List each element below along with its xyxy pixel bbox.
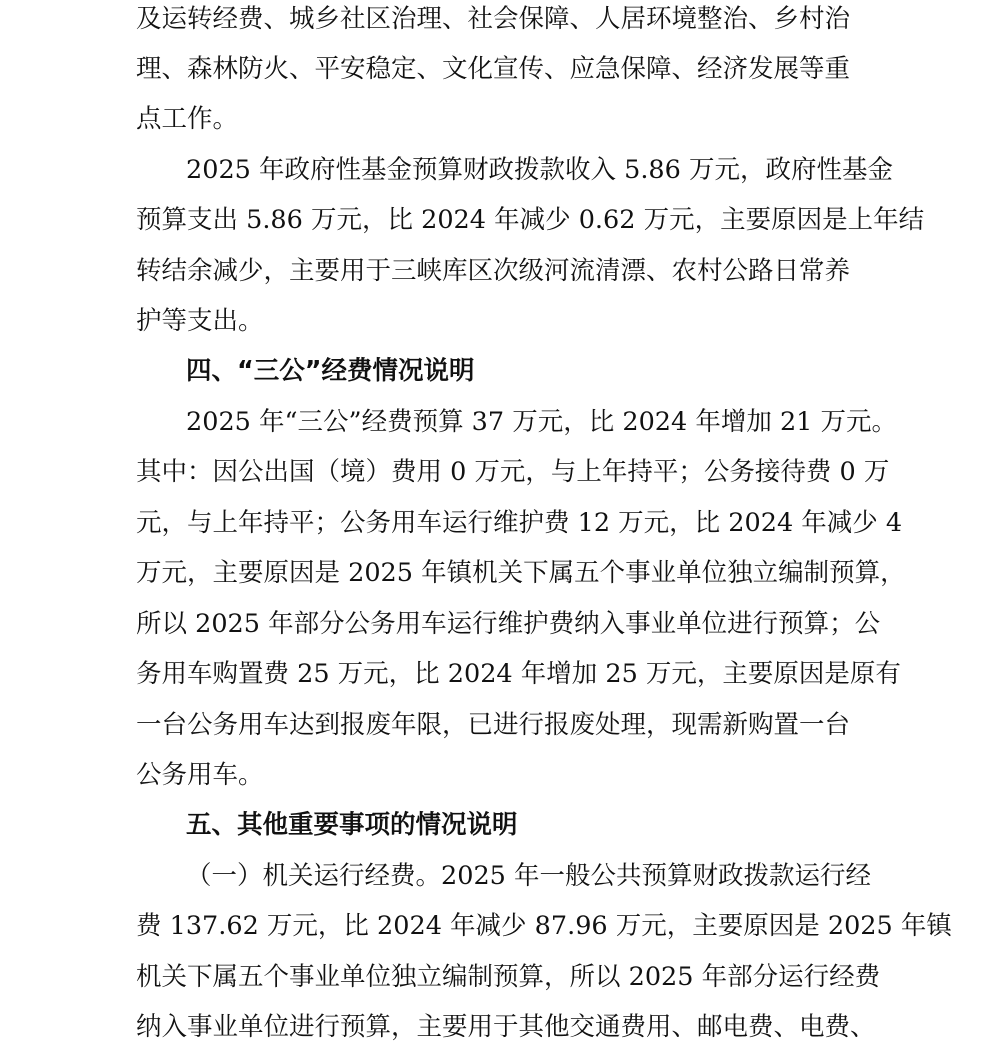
text-line: 万元，主要原因是 2025 年镇机关下属五个事业单位独立编制预算， bbox=[136, 558, 906, 588]
section-heading: 五、其他重要事项的情况说明 bbox=[186, 810, 518, 840]
text-line: 护等支出。 bbox=[136, 306, 264, 336]
text-line: 2025 年政府性基金预算财政拨款收入 5.86 万元，政府性基金 bbox=[186, 155, 893, 185]
text-line: 务用车购置费 25 万元，比 2024 年增加 25 万元，主要原因是原有 bbox=[136, 659, 901, 689]
text-line: 元，与上年持平；公务用车运行维护费 12 万元，比 2024 年减少 4 bbox=[136, 508, 903, 538]
text-line: 一台公务用车达到报废年限，已进行报废处理，现需新购置一台 bbox=[136, 710, 851, 740]
text-line: （一）机关运行经费。2025 年一般公共预算财政拨款运行经 bbox=[186, 861, 872, 891]
text-line: 公务用车。 bbox=[136, 760, 264, 790]
text-line: 转结余减少，主要用于三峡库区次级河流清漂、农村公路日常养 bbox=[136, 256, 851, 286]
text-line: 其中：因公出国（境）费用 0 万元，与上年持平；公务接待费 0 万 bbox=[136, 457, 890, 487]
text-line: 理、森林防火、平安稳定、文化宣传、应急保障、经济发展等重 bbox=[136, 54, 851, 84]
section-heading: 四、“三公”经费情况说明 bbox=[186, 356, 475, 386]
text-line: 预算支出 5.86 万元，比 2024 年减少 0.62 万元，主要原因是上年结 bbox=[136, 205, 925, 235]
text-line: 费 137.62 万元，比 2024 年减少 87.96 万元，主要原因是 2025 年镇 bbox=[136, 911, 952, 941]
text-line: 点工作。 bbox=[136, 104, 239, 134]
text-line: 所以 2025 年部分公务用车运行维护费纳入事业单位进行预算；公 bbox=[136, 609, 881, 639]
text-line: 机关下属五个事业单位独立编制预算，所以 2025 年部分运行经费 bbox=[136, 962, 881, 992]
text-line: 纳入事业单位进行预算，主要用于其他交通费用、邮电费、电费、 bbox=[136, 1012, 876, 1042]
text-line: 及运转经费、城乡社区治理、社会保障、人居环境整治、乡村治 bbox=[136, 4, 851, 34]
text-line: 2025 年“三公”经费预算 37 万元，比 2024 年增加 21 万元。 bbox=[186, 407, 898, 437]
